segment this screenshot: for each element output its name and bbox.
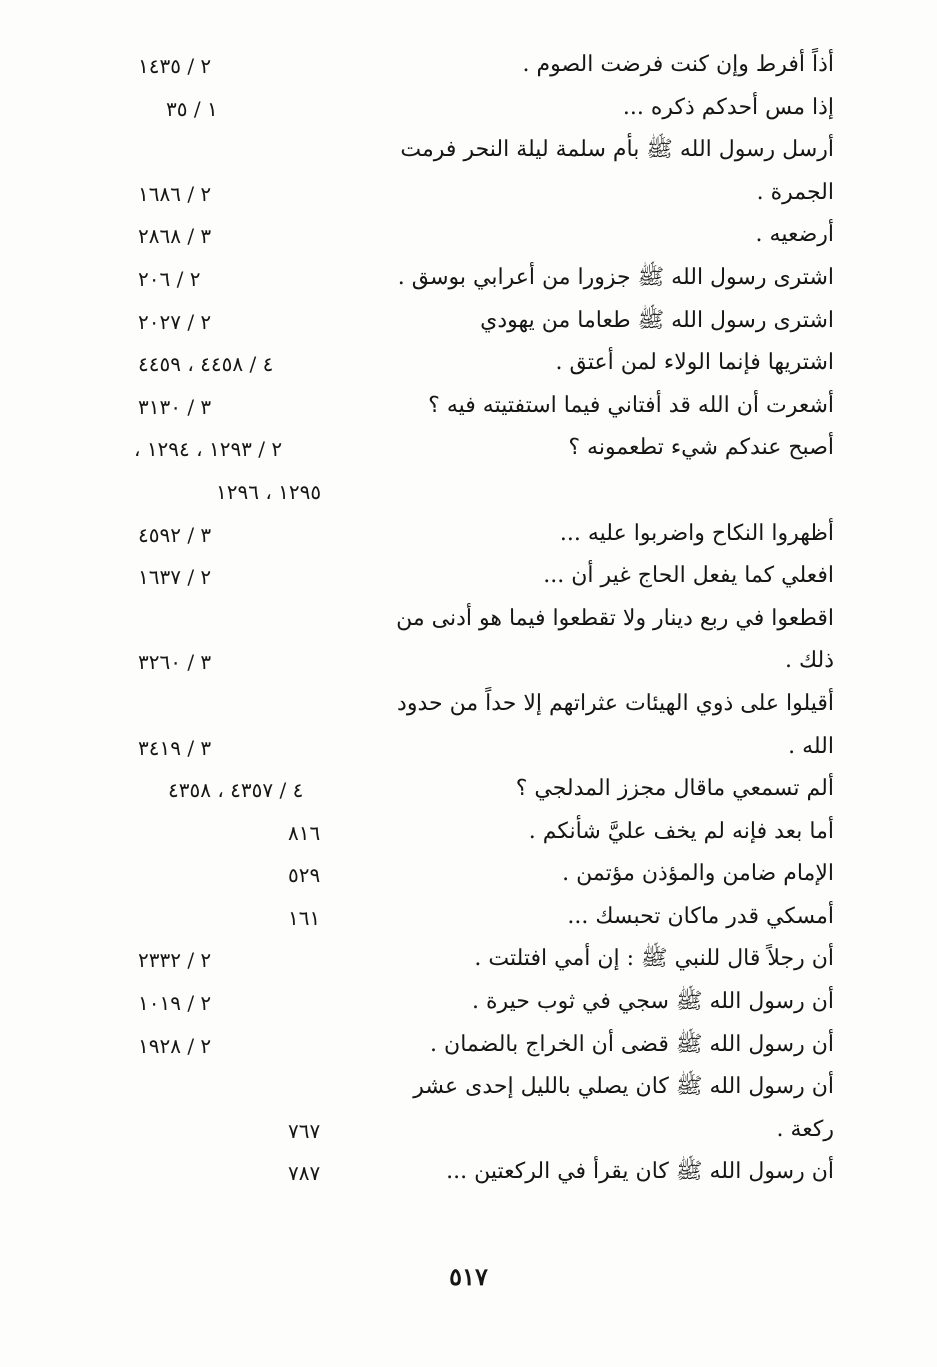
index-entry	[128, 342, 834, 385]
index-entry	[128, 768, 834, 811]
index-entry	[128, 427, 834, 470]
index-entry	[128, 811, 834, 854]
entry-text: إذا مس أحدكم ذكره ...	[622, 94, 834, 120]
index-entry	[128, 1151, 834, 1194]
index-entry	[128, 981, 834, 1024]
index-entry	[128, 640, 834, 683]
entry-text: أن رسول الله ﷺ كان يصلي بالليل إحدى عشر	[413, 1074, 834, 1100]
entry-reference: ٨١٦	[288, 820, 321, 845]
index-entry	[128, 300, 834, 343]
entry-reference: ١ / ٣٥	[166, 96, 218, 121]
entry-text: اشترى رسول الله ﷺ طعاما من يهودي	[480, 307, 834, 333]
entry-reference: ٥٢٩	[288, 863, 321, 888]
entry-text: الله .	[788, 733, 834, 759]
entry-reference: ٣ / ٤٥٩٢	[138, 522, 212, 547]
index-entry	[128, 513, 834, 556]
entry-text: اقطعوا في ربع دينار ولا تقطعوا فيما هو أدنى من	[396, 605, 834, 631]
entry-text: اشترى رسول الله ﷺ جزورا من أعرابي بوسق .	[397, 264, 834, 290]
entry-reference: ٣ / ٣١٣٠	[138, 394, 212, 419]
hadith-index-list	[128, 44, 834, 1194]
index-entry	[128, 87, 834, 130]
entry-reference: ٢ / ١٠١٩	[138, 991, 212, 1016]
index-entry	[128, 938, 834, 981]
index-entry	[128, 896, 834, 939]
index-entry	[128, 555, 834, 598]
entry-text: أن رسول الله ﷺ قضى أن الخراج بالضمان .	[430, 1031, 834, 1057]
entry-text: ألم تسمعي ماقال مجزز المدلجي ؟	[515, 776, 834, 802]
entry-text: أما بعد فإنه لم يخف عليَّ شأنكم .	[528, 818, 834, 844]
entry-reference: ١٢٩٥ ، ١٢٩٦	[216, 479, 322, 504]
entry-text: أن رجلاً قال للنبي ﷺ : إن أمي افتلتت .	[474, 946, 834, 972]
entry-reference: ٢ / ٢٣٣٢	[138, 948, 212, 973]
entry-reference: ٢ / ١٢٩٣ ، ١٢٩٤ ،	[134, 437, 283, 462]
entry-reference: ٢ / ١٦٨٦	[138, 181, 212, 206]
index-entry	[128, 257, 834, 300]
entry-reference: ٣ / ٣٢٦٠	[138, 650, 212, 675]
index-entry	[128, 470, 834, 513]
entry-reference: ٤ / ٤٣٥٧ ، ٤٣٥٨	[168, 778, 304, 803]
index-entry	[128, 44, 834, 87]
entry-text: الإمام ضامن والمؤذن مؤتمن .	[562, 861, 834, 887]
entry-reference: ١٦١	[288, 905, 321, 930]
entry-reference: ٢ / ١٩٢٨	[138, 1033, 212, 1058]
entry-text: ركعة .	[776, 1116, 834, 1142]
entry-text: ذلك .	[784, 648, 834, 674]
entry-text: أصبح عندكم شيء تطعمونه ؟	[568, 435, 834, 461]
entry-reference: ٢ / ٢٠٦	[138, 266, 201, 291]
entry-text: أرسل رسول الله ﷺ بأم سلمة ليلة النحر فرمت	[400, 137, 834, 163]
entry-text: أمسكي قدر ماكان تحبسك ...	[567, 903, 834, 929]
entry-text: أقيلوا على ذوي الهيئات عثراتهم إلا حداً من حدود	[397, 690, 834, 716]
index-entry	[128, 853, 834, 896]
entry-text: أرضعيه .	[755, 222, 834, 248]
entry-text: أظهروا النكاح واضربوا عليه ...	[559, 520, 834, 546]
entry-text: افعلي كما يفعل الحاج غير أن ...	[543, 563, 834, 589]
entry-reference: ٢ / ٢٠٢٧	[138, 309, 212, 334]
entry-text: أن رسول الله ﷺ سجي في ثوب حيرة .	[471, 989, 834, 1015]
entry-reference: ٧٨٧	[288, 1161, 321, 1186]
entry-text: أذاً أفرط وإن كنت فرضت الصوم .	[522, 52, 834, 77]
index-entry	[128, 683, 834, 726]
entry-text: اشتريها فإنما الولاء لمن أعتق .	[555, 350, 834, 376]
entry-text: أشعرت أن الله قد أفتاني فيما استفتيته فيه ؟	[428, 392, 834, 418]
index-entry	[128, 172, 834, 215]
page-number: ٥١٧	[449, 1262, 488, 1291]
index-entry	[128, 385, 834, 428]
entry-text: أن رسول الله ﷺ كان يقرأ في الركعتين ...	[446, 1159, 834, 1185]
index-entry	[128, 1109, 834, 1152]
entry-reference: ٢ / ١٦٣٧	[138, 565, 212, 590]
entry-reference: ٧٦٧	[288, 1118, 321, 1143]
index-entry	[128, 1024, 834, 1067]
index-entry	[128, 129, 834, 172]
entry-text: الجمرة .	[756, 179, 834, 205]
index-entry	[128, 214, 834, 257]
entry-reference: ٤ / ٤٤٥٨ ، ٤٤٥٩	[138, 352, 274, 377]
entry-reference: ٣ / ٢٨٦٨	[138, 224, 212, 249]
index-entry	[128, 1066, 834, 1109]
entry-reference: ٣ / ٣٤١٩	[138, 735, 212, 760]
index-entry	[128, 726, 834, 769]
entry-reference: ٢ / ١٤٣٥	[138, 54, 212, 78]
index-entry	[128, 598, 834, 641]
